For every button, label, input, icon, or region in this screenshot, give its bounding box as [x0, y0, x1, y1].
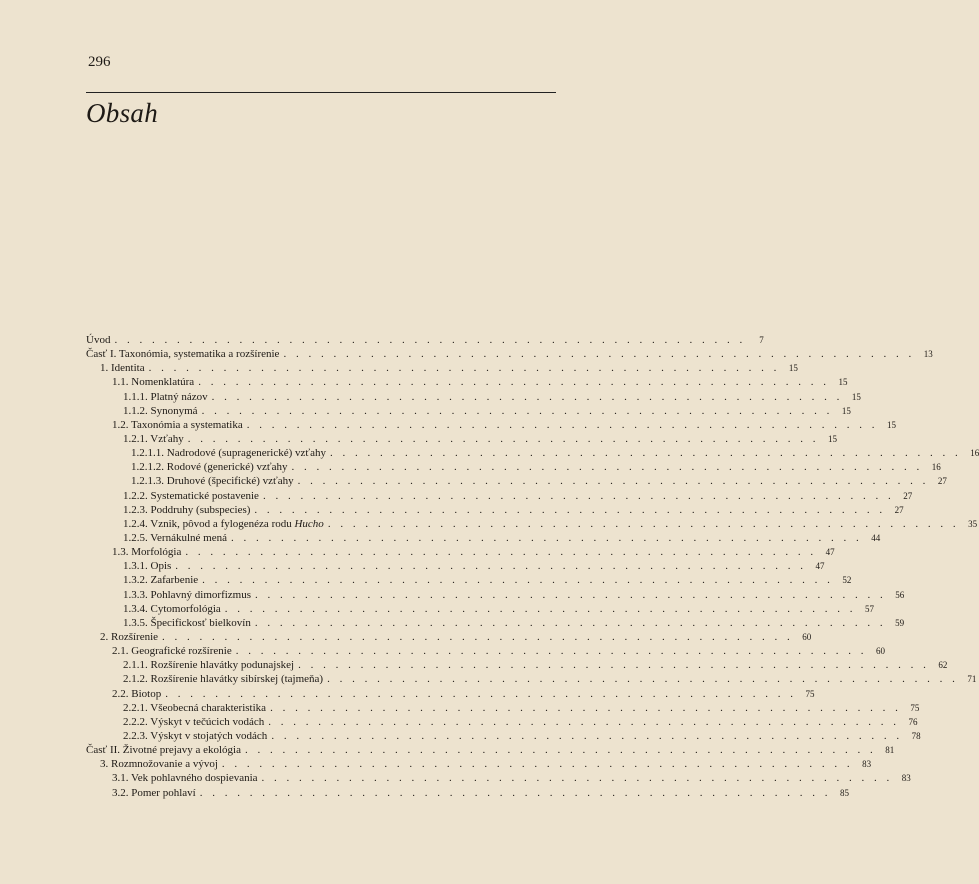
- toc-entry[interactable]: [86, 446, 979, 460]
- toc-entry-title: 1.2.2. Systematické postavenie: [123, 489, 259, 502]
- toc-entry[interactable]: [86, 375, 848, 389]
- toc-entry[interactable]: [86, 517, 978, 531]
- toc-entry-page: 62: [938, 660, 948, 671]
- toc-entry-page: 78: [911, 730, 921, 741]
- toc-entry-title: 1.1. Nomenklatúra: [112, 376, 195, 389]
- toc-entry-page: 35: [968, 518, 978, 529]
- dot-leader: . . . . . . . . . . . . . . . . . . . . . . . . . . . . . . . . . . . . . . . . . . . . . . . . . . .: [148, 362, 780, 375]
- toc-entry-title: 1.2.4. Vznik, pôvod a fylogenéza rodu Hucho: [123, 517, 324, 530]
- toc-entry[interactable]: [86, 771, 911, 785]
- dot-leader: . . . . . . . . . . . . . . . . . . . . . . . . . . . . . . . . . . . . . . . . . . . . . . . . . . .: [327, 673, 959, 686]
- toc-entry-page: 56: [895, 589, 905, 600]
- toc-entry-page: 16: [970, 448, 979, 459]
- dot-leader: . . . . . . . . . . . . . . . . . . . . . . . . . . . . . . . . . . . . . . . . . . . . . . . . . . .: [211, 390, 843, 403]
- toc-entry[interactable]: [86, 602, 875, 616]
- toc-entry[interactable]: [86, 432, 837, 446]
- dot-leader: . . . . . . . . . . . . . . . . . . . . . . . . . . . . . . . . . . . . . . . . . . . . . . . . . . .: [162, 630, 794, 643]
- toc-entry-title: 1.1.1. Platný názov: [123, 390, 208, 403]
- toc-entry-page: 60: [875, 646, 885, 657]
- toc-entry-title: 2.1. Geografické rozšírenie: [112, 645, 232, 658]
- toc-entry-page: 15: [788, 363, 798, 374]
- dot-leader: . . . . . . . . . . . . . . . . . . . . . . . . . . . . . . . . . . . . . . . . . . . . . . . . . . .: [268, 715, 900, 728]
- toc-entry-title: 2.2. Biotop: [112, 687, 162, 700]
- toc-entry[interactable]: [86, 361, 798, 375]
- toc-entry-title: 1.2. Taxonómia a systematika: [112, 418, 243, 431]
- dot-leader: . . . . . . . . . . . . . . . . . . . . . . . . . . . . . . . . . . . . . . . . . . . . . . . . . . .: [246, 418, 878, 431]
- dot-leader: . . . . . . . . . . . . . . . . . . . . . . . . . . . . . . . . . . . . . . . . . . . . . . . . . . .: [254, 616, 887, 629]
- toc-entry-title: 3.1. Vek pohlavného dospievania: [112, 772, 258, 785]
- dot-leader: . . . . . . . . . . . . . . . . . . . . . . . . . . . . . . . . . . . . . . . . . . . . . . . . . . .: [330, 447, 962, 460]
- toc-entry[interactable]: [86, 460, 941, 474]
- toc-entry-title: Časť II. Životné prejavy a ekológia: [86, 744, 241, 757]
- toc-entry-title: 2.2.2. Výskyt v tečúcich vodách: [123, 715, 265, 728]
- toc-entry-title-italic: Hucho: [294, 517, 324, 530]
- toc-entry[interactable]: [86, 390, 861, 404]
- toc-entry[interactable]: [86, 658, 948, 672]
- toc-entry-page: 7: [759, 335, 764, 345]
- toc-entry-title: 3.2. Pomer pohlaví: [112, 786, 196, 799]
- page-number: 296: [88, 54, 111, 70]
- toc-entry[interactable]: [86, 333, 764, 347]
- toc-entry-page: 15: [838, 377, 848, 388]
- toc-entry-title: Časť I. Taxonómia, systematika a rozšírenie: [86, 348, 280, 361]
- toc-entry-title: 1.3.3. Pohlavný dimorfizmus: [123, 588, 252, 601]
- toc-entry-page: 71: [967, 674, 977, 685]
- toc-entry-title: 2.1.2. Rozšírenie hlavátky sibírskej (tajmeňa): [123, 673, 324, 686]
- dot-leader: . . . . . . . . . . . . . . . . . . . . . . . . . . . . . . . . . . . . . . . . . . . . . . . . . . .: [165, 687, 797, 700]
- toc-entry-page: 85: [839, 787, 849, 798]
- toc-entry[interactable]: [86, 531, 881, 545]
- dot-leader: . . . . . . . . . . . . . . . . . . . . . . . . . . . . . . . . . . . . . . . . . . . . . . . . . . .: [262, 489, 895, 502]
- toc-entry[interactable]: [86, 404, 851, 418]
- toc-entry[interactable]: [86, 588, 905, 602]
- dot-leader: . . . . . . . . . . . . . . . . . . . . . . . . . . . . . . . . . . . . . . . . . . . . . . . . . . .: [270, 701, 902, 714]
- toc-entry-title: 2.2.3. Výskyt v stojatých vodách: [123, 729, 268, 742]
- dot-leader: . . . . . . . . . . . . . . . . . . . . . . . . . . . . . . . . . . . . . . . . . . . . . . . . . . .: [283, 348, 915, 361]
- toc-entry-title: 2.1.1. Rozšírenie hlavátky podunajskej: [123, 659, 295, 672]
- toc-entry-page: 15: [886, 419, 896, 430]
- header-rule: [86, 92, 556, 93]
- toc-entry-page: 27: [937, 476, 947, 487]
- toc-entry-title: 1.2.1.1. Nadrodové (supragenerické) vzťahy: [131, 447, 326, 460]
- toc-entry-page: 15: [851, 391, 861, 402]
- dot-leader: . . . . . . . . . . . . . . . . . . . . . . . . . . . . . . . . . . . . . . . . . . . . . . . . . . .: [254, 503, 886, 516]
- toc-entry-page: 52: [842, 575, 852, 586]
- toc-entry-title: 1.2.1.2. Rodové (generické) vzťahy: [131, 461, 288, 474]
- toc-entry-page: 81: [885, 745, 895, 756]
- toc-entry-page: 75: [805, 688, 815, 699]
- toc-entry-title: 1.3.2. Zafarbenie: [123, 574, 199, 587]
- toc-entry[interactable]: [86, 644, 885, 658]
- toc-entry-title: 1.3.1. Opis: [123, 560, 172, 573]
- dot-leader: . . . . . . . . . . . . . . . . . . . . . . . . . . . . . . . . . . . . . . . . . . . . . . . . . . .: [201, 404, 833, 417]
- toc-entry-title: 1.2.3. Poddruhy (subspecies): [123, 503, 251, 516]
- dot-leader: . . . . . . . . . . . . . . . . . . . . . . . . . . . . . . . . . . . . . . . . . . . . . . . . . . .: [224, 602, 857, 615]
- table-of-contents: [86, 333, 979, 800]
- toc-entry[interactable]: [86, 559, 825, 573]
- toc-entry-page: 15: [841, 405, 851, 416]
- toc-entry[interactable]: [86, 672, 977, 686]
- toc-entry-page: 83: [901, 773, 911, 784]
- toc-entry-page: 83: [862, 759, 872, 770]
- dot-leader: . . . . . . . . . . . . . . . . . . . . . . . . . . . . . . . . . . . . . . . . . . . . . . . . . . .: [198, 376, 830, 389]
- toc-entry-page: 60: [802, 631, 812, 642]
- dot-leader: . . . . . . . . . . . . . . . . . . . . . . . . . . . . . . . . . . . . . . . . . . . . . . . . . . .: [271, 729, 903, 742]
- dot-leader: . . . . . . . . . . . . . . . . . . . . . . . . . . . . . . . . . . . . . . . . . . . . . . . . . . .: [298, 659, 930, 672]
- toc-entry[interactable]: [86, 729, 921, 743]
- toc-entry[interactable]: [86, 757, 872, 771]
- toc-entry-title: 3. Rozmnožovanie a vývoj: [100, 758, 218, 771]
- dot-leader: . . . . . . . . . . . . . . . . . . . . . . . . . . . . . . . . . . . . . . . . . . . . . . . . . . .: [244, 744, 877, 757]
- toc-entry-title: 1.3. Morfológia: [112, 546, 182, 559]
- toc-entry-page: 15: [827, 433, 837, 444]
- toc-entry-title: 2. Rozšírenie: [100, 630, 159, 643]
- dot-leader: . . . . . . . . . . . . . . . . . . . . . . . . . . . . . . . . . . . . . . . . . . . . . . . . . . .: [202, 574, 834, 587]
- toc-entry-title: 1.2.1.3. Druhové (špecifické) vzťahy: [131, 475, 294, 488]
- toc-entry[interactable]: [86, 503, 904, 517]
- toc-entry[interactable]: [86, 616, 905, 630]
- toc-entry-title: 1.2.5. Vernákulné mená: [123, 531, 227, 544]
- toc-entry-page: 76: [908, 716, 918, 727]
- dot-leader: . . . . . . . . . . . . . . . . . . . . . . . . . . . . . . . . . . . . . . . . . . . . . . . . . . .: [297, 475, 929, 488]
- toc-entry[interactable]: [86, 630, 812, 644]
- dot-leader: . . . . . . . . . . . . . . . . . . . . . . . . . . . . . . . . . . . . . . . . . . . . . . . . . . .: [221, 758, 854, 771]
- toc-entry[interactable]: [86, 489, 913, 503]
- toc-entry-page: 57: [865, 603, 875, 614]
- toc-entry-title: 1.3.5. Špecifickosť bielkovín: [123, 616, 251, 629]
- toc-entry-page: 27: [903, 490, 913, 501]
- toc-entry-title: 2.2.1. Všeobecná charakteristika: [123, 701, 267, 714]
- toc-entry-page: 13: [923, 349, 933, 360]
- dot-leader: . . . . . . . . . . . . . . . . . . . . . . . . . . . . . . . . . . . . . . . . . . . . . . . . . . .: [187, 432, 819, 445]
- toc-entry-title: 1.1.2. Synonymá: [123, 404, 198, 417]
- dot-leader: . . . . . . . . . . . . . . . . . . . . . . . . . . . . . . . . . . . . . . . . . . . . . . . . . . .: [291, 461, 923, 474]
- toc-entry-page: 75: [910, 702, 920, 713]
- toc-entry-page: 47: [825, 547, 835, 558]
- toc-entry[interactable]: [86, 715, 918, 729]
- toc-entry[interactable]: [86, 418, 896, 432]
- page-title: Obsah: [86, 98, 159, 128]
- toc-entry-page: 44: [871, 532, 881, 543]
- dot-leader: . . . . . . . . . . . . . . . . . . . . . . . . . . . . . . . . . . . . . . . . . . . . . . . . . . .: [235, 645, 867, 658]
- dot-leader: . . . . . . . . . . . . . . . . . . . . . . . . . . . . . . . . . . . . . . . . . . . . . . . . . . .: [230, 531, 863, 544]
- toc-entry-title: 1.2.1. Vzťahy: [123, 432, 184, 445]
- toc-entry-page: 59: [895, 617, 905, 628]
- toc-entry-page: 16: [931, 462, 941, 473]
- dot-leader: . . . . . . . . . . . . . . . . . . . . . . . . . . . . . . . . . . . . . . . . . . . . . . . . . . .: [114, 334, 746, 346]
- dot-leader: . . . . . . . . . . . . . . . . . . . . . . . . . . . . . . . . . . . . . . . . . . . . . . . . . . .: [255, 588, 887, 601]
- toc-entry[interactable]: [86, 701, 920, 715]
- toc-entry[interactable]: [86, 545, 835, 559]
- toc-entry[interactable]: [86, 573, 852, 587]
- toc-entry-title: 1.3.4. Cytomorfológia: [123, 602, 221, 615]
- toc-entry-title: Úvod: [86, 334, 111, 346]
- toc-entry[interactable]: [86, 347, 933, 361]
- dot-leader: . . . . . . . . . . . . . . . . . . . . . . . . . . . . . . . . . . . . . . . . . . . . . . . . . . .: [199, 786, 831, 799]
- toc-entry-page: 47: [815, 561, 825, 572]
- toc-entry[interactable]: [86, 474, 947, 488]
- toc-entry-page: 27: [894, 504, 904, 515]
- dot-leader: . . . . . . . . . . . . . . . . . . . . . . . . . . . . . . . . . . . . . . . . . . . . . . . . . . .: [185, 546, 817, 559]
- dot-leader: . . . . . . . . . . . . . . . . . . . . . . . . . . . . . . . . . . . . . . . . . . . . . . . . . . .: [261, 772, 893, 785]
- dot-leader: . . . . . . . . . . . . . . . . . . . . . . . . . . . . . . . . . . . . . . . . . . . . . . . . . . .: [175, 560, 807, 573]
- toc-entry[interactable]: [86, 743, 895, 757]
- toc-entry[interactable]: [86, 687, 815, 701]
- dot-leader: . . . . . . . . . . . . . . . . . . . . . . . . . . . . . . . . . . . . . . . . . . . . . . . . . . .: [327, 517, 960, 530]
- toc-entry-title: 1. Identita: [100, 362, 145, 375]
- toc-entry[interactable]: [86, 786, 849, 800]
